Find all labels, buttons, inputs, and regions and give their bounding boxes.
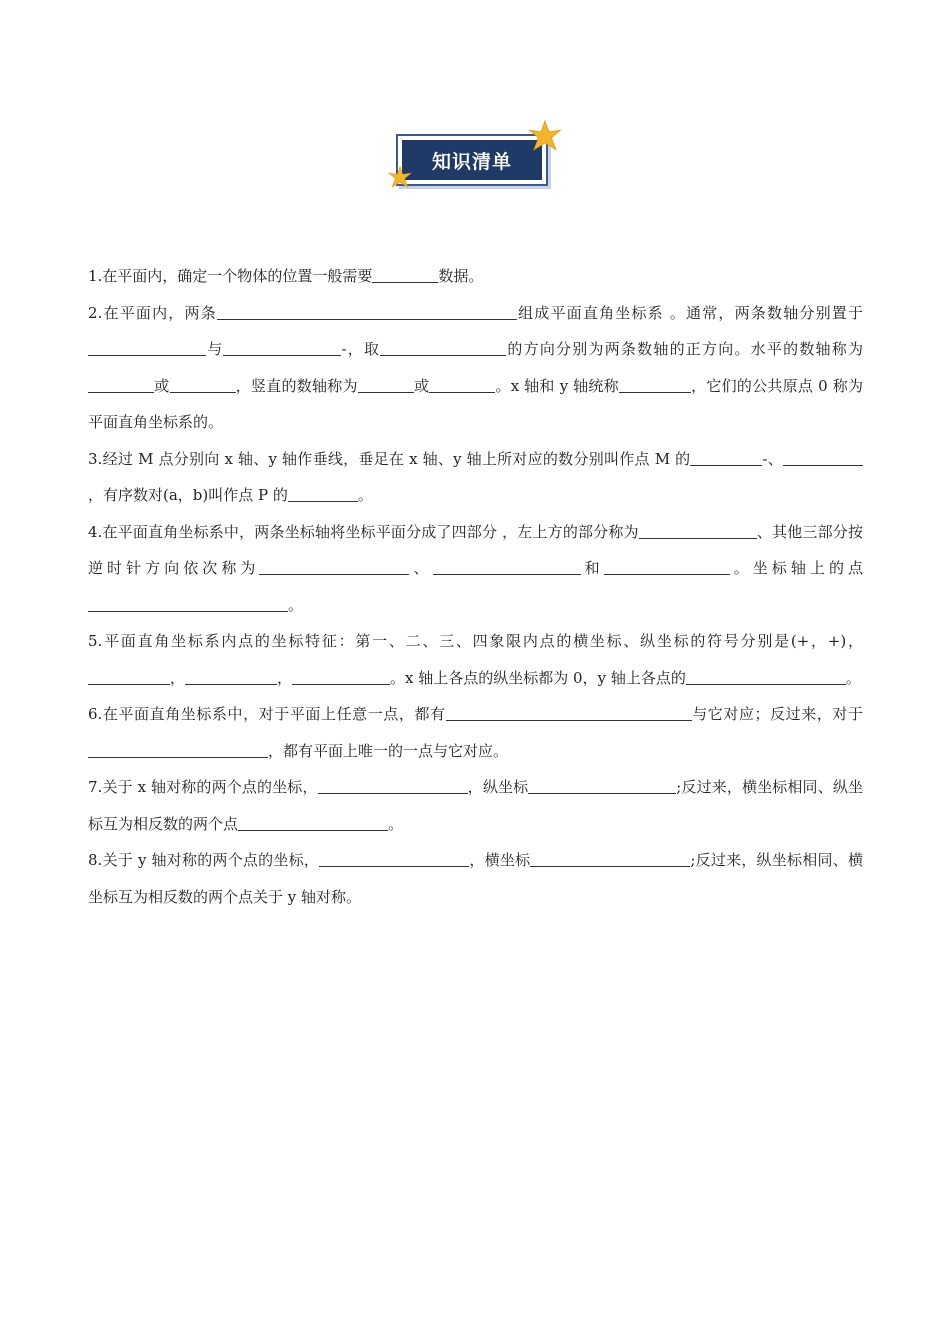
list-item: 5.平面直角坐标系内点的坐标特征：第一、二、三、四象限内点的横坐标、纵坐标的符号分别是(+，+)，， ， 。x 轴上各点的纵坐标都为 0，y 轴上各点的 。 — [88, 632, 863, 687]
answer-blank[interactable] — [783, 447, 863, 466]
list-item: 4.在平面直角坐标系中，两条坐标轴将坐标平面分成了四部分 ，左上方的部分称为 、其他三部分按逆时针方向依次称为 、 和 。坐标轴上的点。 — [88, 514, 863, 624]
star-icon — [528, 120, 562, 154]
badge-frame — [396, 134, 548, 186]
list-item: 6.在平面直角坐标系中，对于平面上任意一点，都有 与它对应；反过来，对于，都有平面上唯一的一点与它对应。 — [88, 696, 863, 769]
answer-blank[interactable] — [530, 848, 690, 867]
answer-blank[interactable] — [238, 812, 388, 831]
answer-blank[interactable] — [690, 447, 762, 466]
answer-blank[interactable] — [259, 556, 409, 575]
answer-blank[interactable] — [528, 775, 676, 794]
badge-inner — [402, 140, 542, 180]
answer-blank[interactable] — [292, 666, 390, 685]
answer-blank[interactable] — [619, 374, 691, 393]
knowledge-list — [88, 258, 863, 915]
answer-blank[interactable] — [446, 702, 692, 721]
answer-blank[interactable] — [170, 374, 236, 393]
list-item: 2.在平面内，两条 组成平面直角坐标系 。通常，两条数轴分别置于与 -，取 的方向分别为两条数轴的正方向。水平的数轴称为或 ，竖直的数轴称为 或 。x 轴和 y 轴统称 ，它们的公共原点 0 称为平面直角坐标系的。 — [88, 295, 863, 441]
star-icon — [388, 166, 412, 190]
answer-blank[interactable] — [88, 593, 288, 612]
answer-blank[interactable] — [372, 264, 438, 283]
answer-blank[interactable] — [223, 337, 341, 356]
answer-blank[interactable] — [88, 337, 206, 356]
answer-blank[interactable] — [433, 556, 581, 575]
list-item: 7.关于 x 轴对称的两个点的坐标， ，纵坐标 ;反过来，横坐标相同、纵坐标互为相反数的两个点 。 — [88, 769, 863, 842]
answer-blank[interactable] — [217, 301, 517, 320]
answer-blank[interactable] — [88, 666, 170, 685]
answer-blank[interactable] — [358, 374, 414, 393]
answer-blank[interactable] — [639, 520, 757, 539]
answer-blank[interactable] — [88, 739, 268, 758]
answer-blank[interactable] — [288, 483, 358, 502]
answer-blank[interactable] — [380, 337, 506, 356]
section-title-badge — [388, 120, 568, 194]
answer-blank[interactable] — [319, 848, 469, 867]
answer-blank[interactable] — [185, 666, 277, 685]
answer-blank[interactable] — [604, 556, 730, 575]
answer-blank[interactable] — [318, 775, 468, 794]
answer-blank[interactable] — [88, 374, 154, 393]
answer-blank[interactable] — [429, 374, 495, 393]
list-item: 3.经过 M 点分别向 x 轴、y 轴作垂线，垂足在 x 轴、y 轴上所对应的数分别叫作点 M 的 -、，有序数对(a，b)叫作点 P 的 。 — [88, 441, 863, 514]
list-item: 8.关于 y 轴对称的两个点的坐标， ，横坐标 ;反过来，纵坐标相同、横坐标互为相反数的两个点关于 y 轴对称。 — [88, 842, 863, 915]
answer-blank[interactable] — [686, 666, 846, 685]
section-title: 知识清单 — [431, 150, 512, 173]
list-item: 1.在平面内，确定一个物体的位置一般需要 数据。 — [88, 258, 863, 295]
